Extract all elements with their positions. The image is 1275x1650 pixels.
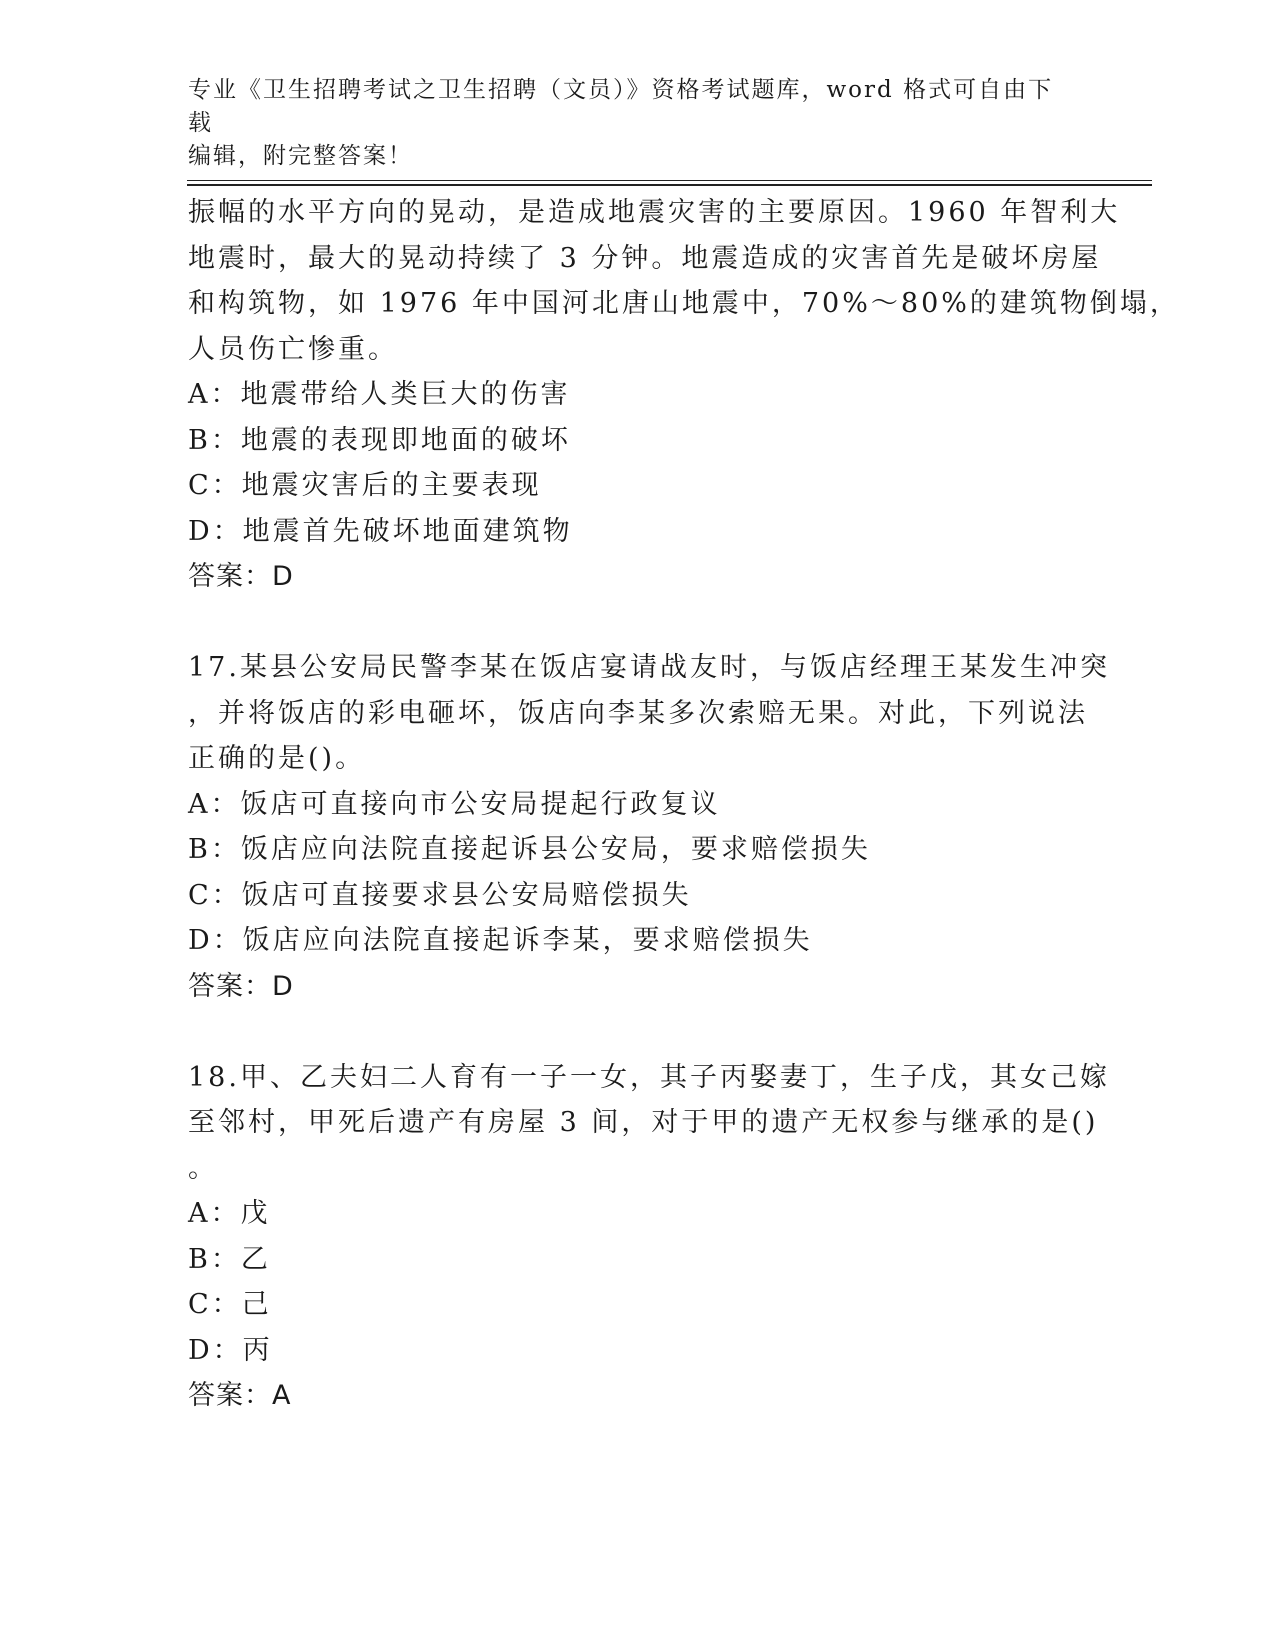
question-stem-line: ，并将饭店的彩电砸坏，饭店向李某多次索赔无果。对此，下列说法 — [188, 697, 1088, 729]
question-stem-line: 和构筑物，如 1976 年中国河北唐山地震中，70%～80%的建筑物倒塌， — [188, 288, 1180, 319]
question-stem-line: 。 — [188, 1152, 218, 1184]
option-b: B：乙 — [188, 1243, 271, 1275]
question-stem-line: 至邻村，甲死后遗产有房屋 3 间，对于甲的遗产无权参与继承的是() — [188, 1107, 1099, 1138]
document-header — [188, 74, 1068, 173]
option-d: D：丙 — [188, 1334, 273, 1366]
option-c: C：饭店可直接要求县公安局赔偿损失 — [188, 879, 692, 911]
option-a: A：戊 — [188, 1198, 271, 1229]
question-stem-line: 17.某县公安局民警李某在饭店宴请战友时，与饭店经理王某发生冲突 — [188, 652, 1110, 683]
question-17 — [188, 645, 1110, 1009]
question-stem-line: 人员伤亡惨重。 — [188, 333, 398, 365]
option-a: A：地震带给人类巨大的伤害 — [188, 379, 571, 410]
header-divider-thin — [187, 180, 1152, 181]
question-stem-line: 地震时，最大的晃动持续了 3 分钟。地震造成的灾害首先是破坏房屋 — [188, 242, 1102, 274]
option-c: C：己 — [188, 1289, 272, 1320]
option-b: B：地震的表现即地面的破坏 — [188, 424, 571, 456]
option-d: D：地震首先破坏地面建筑物 — [188, 515, 573, 547]
document-body — [188, 190, 1180, 1419]
question-spacer — [188, 600, 1088, 646]
answer-label: 答案：D — [188, 561, 294, 592]
header-divider-thick — [187, 184, 1152, 186]
header-line-2: 编辑，附完整答案！ — [188, 143, 413, 169]
question-stem-line: 正确的是()。 — [188, 743, 366, 774]
answer-label: 答案：D — [188, 970, 294, 1002]
question-stem-line: 18.甲、乙夫妇二人育有一子一女，其子丙娶妻丁，生子戊，其女己嫁 — [188, 1061, 1110, 1093]
answer-label: 答案：A — [188, 1380, 292, 1411]
question-spacer — [188, 1009, 1088, 1055]
question-stem-line: 振幅的水平方向的晃动，是造成地震灾害的主要原因。1960 年智利大 — [188, 197, 1121, 228]
header-line-1: 专业《卫生招聘考试之卫生招聘（文员）》资格考试题库，word 格式可自由下载 — [188, 77, 1054, 136]
question-18 — [188, 1055, 1110, 1419]
option-b: B：饭店应向法院直接起诉县公安局，要求赔偿损失 — [188, 834, 871, 865]
option-a: A：饭店可直接向市公安局提起行政复议 — [188, 788, 721, 820]
option-c: C：地震灾害后的主要表现 — [188, 470, 542, 501]
option-d: D：饭店应向法院直接起诉李某，要求赔偿损失 — [188, 925, 813, 956]
question-16 — [188, 190, 1180, 600]
